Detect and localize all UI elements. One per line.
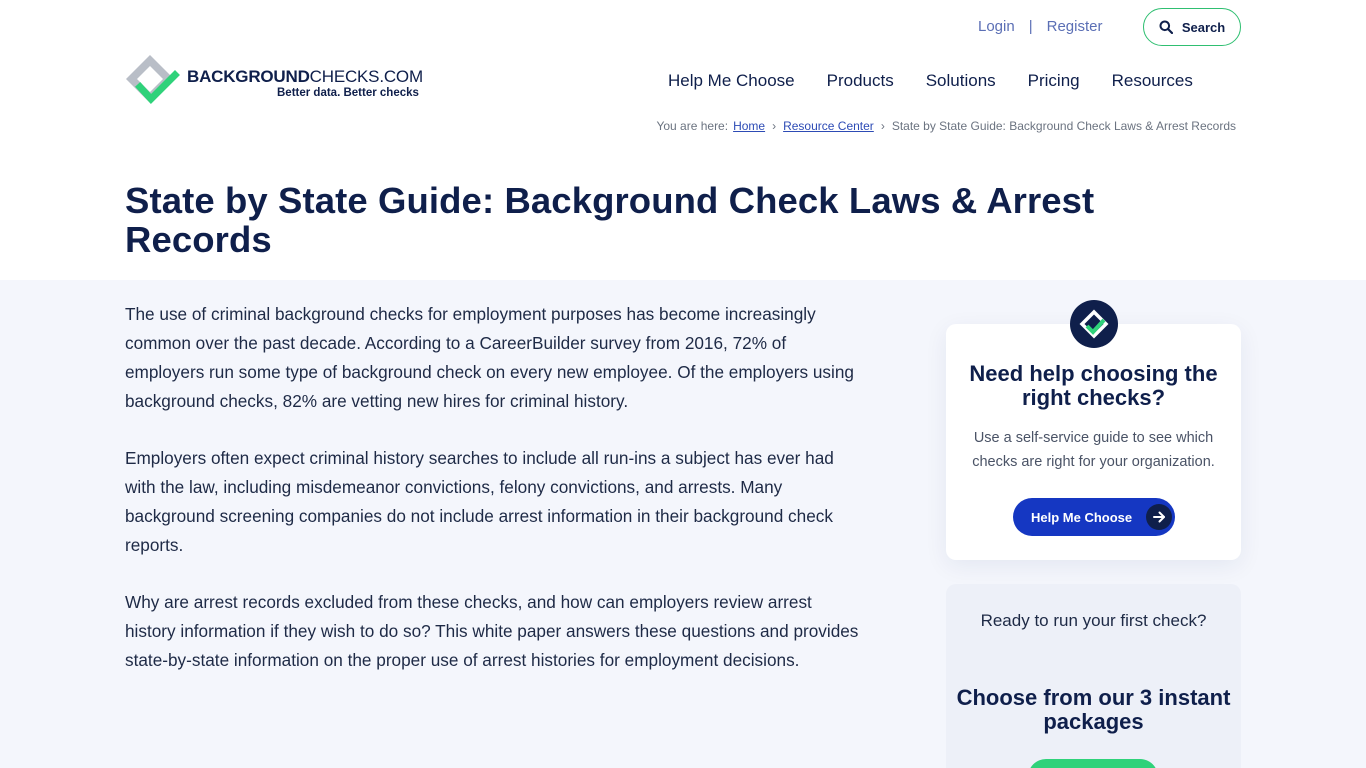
- site-header: [0, 0, 1366, 280]
- logo-tagline: Better data. Better checks: [277, 87, 419, 99]
- article-paragraph: The use of criminal background checks for employment purposes has become increasingly common over the past decade. According to a CareerBuilder survey from 2016, 72% of employers run some type of background check on every new employee. Of the employers using background checks, 82% are vetting new hires for criminal history.: [125, 304, 854, 411]
- site-logo[interactable]: [124, 53, 434, 109]
- help-me-choose-button[interactable]: [1013, 498, 1175, 536]
- arrow-right-icon: [1146, 504, 1172, 530]
- logo-wordmark: BACKGROUNDCHECKS.COM: [187, 67, 423, 86]
- breadcrumb-current: State by State Guide: Background Check Laws & Arrest Records: [891, 119, 1236, 133]
- link-separator: |: [1028, 18, 1033, 35]
- nav-help-me-choose[interactable]: Help Me Choose: [668, 71, 795, 90]
- packages-card-question: Ready to run your first check?: [980, 611, 1207, 630]
- help-card-description: Use a self-service guide to see which checks are right for your organization.: [972, 430, 1215, 470]
- article-paragraph: Why are arrest records excluded from these checks, and how can employers review arrest history information if they wish to do so? This white paper answers these questions and provides state-by-state information on the proper use of arrest histories for employment decisions.: [125, 592, 859, 670]
- page-title: State by State Guide: Background Check Laws & Arrest Records: [125, 180, 1095, 260]
- nav-resources[interactable]: Resources: [1111, 71, 1193, 90]
- nav-pricing[interactable]: Pricing: [1027, 71, 1080, 90]
- packages-card-title: Choose from our 3 instant packages: [956, 685, 1231, 734]
- breadcrumb-chevron-icon: ›: [880, 119, 885, 133]
- main-nav: [652, 71, 1209, 91]
- account-links: [978, 18, 1102, 35]
- help-me-choose-label: Help Me Choose: [1031, 509, 1133, 525]
- help-card-title: Need help choosing the right checks?: [969, 361, 1218, 410]
- breadcrumb-lead: You are here:: [656, 119, 729, 133]
- packages-card: [946, 584, 1241, 768]
- nav-solutions[interactable]: Solutions: [925, 71, 996, 90]
- logo-check-icon: [124, 53, 180, 109]
- register-link[interactable]: Register: [1046, 18, 1103, 35]
- article-paragraph: Employers often expect criminal history searches to include all run-ins a subject has ever had with the law, including misdemeanor convictions, felony convictions, and arrests. Many background screening companies do not include arrest information in their background check reports.: [125, 448, 834, 555]
- search-label: Search: [1181, 19, 1226, 35]
- help-choosing-card: [946, 324, 1241, 560]
- breadcrumb-home[interactable]: Home: [733, 119, 766, 133]
- checkmark-badge-icon: [1070, 300, 1118, 348]
- breadcrumb-chevron-icon: ›: [772, 119, 777, 133]
- content-area: [0, 280, 1366, 768]
- search-button[interactable]: [1143, 8, 1241, 46]
- nav-products[interactable]: Products: [826, 71, 894, 90]
- search-icon: [1159, 20, 1173, 34]
- breadcrumb-resource-center[interactable]: Resource Center: [783, 119, 874, 133]
- breadcrumb: [656, 119, 1236, 133]
- article-body: [125, 300, 865, 703]
- login-link[interactable]: Login: [978, 18, 1015, 35]
- packages-button[interactable]: [1028, 759, 1158, 768]
